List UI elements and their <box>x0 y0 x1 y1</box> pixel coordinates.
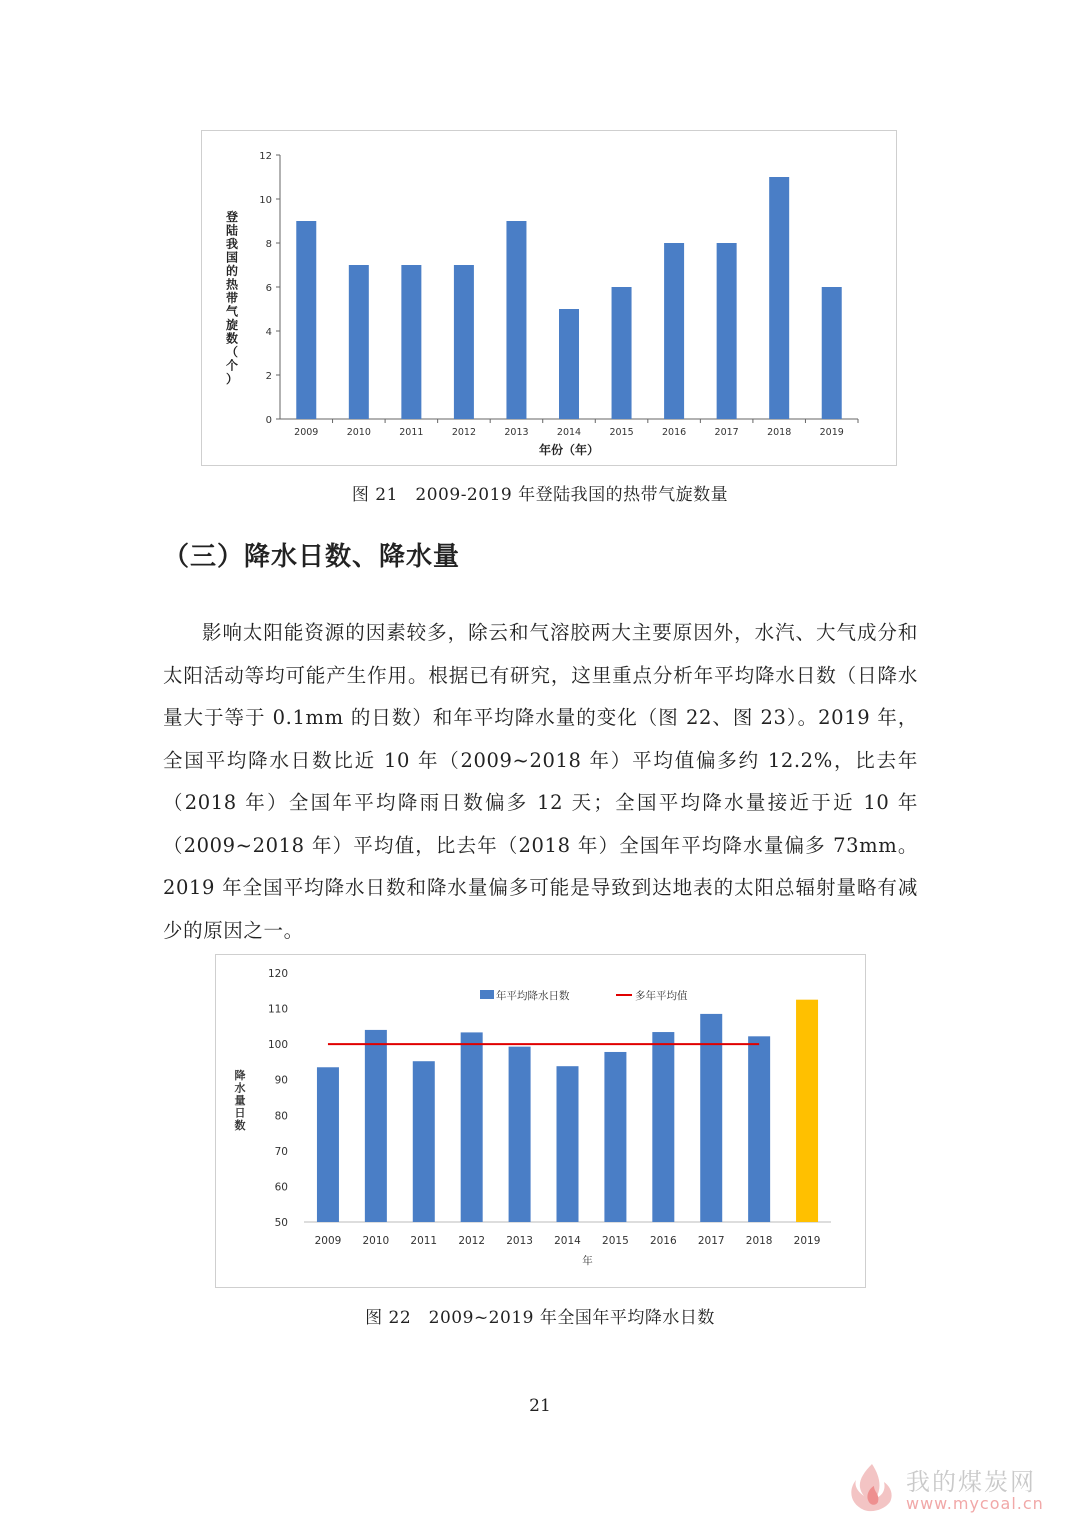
bar-2017 <box>717 243 737 419</box>
x-tick-label: 2010 <box>362 1235 390 1247</box>
x-tick-label: 2019 <box>793 1235 821 1247</box>
x-tick-label: 2013 <box>504 427 529 438</box>
bar-2012 <box>454 265 474 419</box>
watermark-site-name: 我的煤炭网 <box>906 1468 1036 1496</box>
legend-line-label: 多年平均值 <box>635 990 688 1002</box>
x-tick-label: 2018 <box>767 427 792 438</box>
bar-2019 <box>822 287 842 419</box>
bar-2009 <box>296 221 316 419</box>
bar-2019 <box>796 1000 818 1222</box>
x-tick-label: 2016 <box>649 1235 677 1247</box>
figure-21-caption: 图 21 2009-2019 年登陆我国的热带气旋数量 <box>351 485 729 505</box>
x-tick-label: 2015 <box>602 1235 629 1247</box>
bar-2018 <box>769 177 789 419</box>
y-tick-label: 12 <box>259 151 272 162</box>
x-tick-label: 2017 <box>714 427 739 438</box>
page-number: 21 <box>529 1396 551 1416</box>
y-tick-label: 6 <box>265 283 272 294</box>
y-tick-label: 120 <box>267 968 288 980</box>
x-tick-label: 2011 <box>410 1235 438 1247</box>
bar-2013 <box>509 1047 531 1222</box>
y-tick-label: 8 <box>265 239 272 250</box>
x-tick-label: 2019 <box>819 427 844 438</box>
legend-bar-label: 年平均降水日数 <box>496 990 570 1002</box>
x-tick-label: 2012 <box>451 427 477 438</box>
bar-2016 <box>652 1032 674 1222</box>
watermark-url: www.mycoal.cn <box>906 1494 1044 1513</box>
y-tick-label: 90 <box>274 1074 288 1087</box>
bar-2012 <box>461 1032 483 1222</box>
body-paragraph <box>163 612 918 952</box>
bar-2010 <box>365 1030 387 1222</box>
x-tick-label: 2014 <box>554 1235 581 1247</box>
x-tick-label: 2009 <box>294 427 319 438</box>
bar-2018 <box>748 1036 770 1222</box>
section-heading: （三）降水日数、降水量 <box>163 542 461 572</box>
tropical-cyclone-bar-chart <box>202 131 896 465</box>
x-tick-label: 2016 <box>661 427 687 438</box>
bar-2014 <box>557 1066 579 1222</box>
bar-2015 <box>604 1052 626 1222</box>
y-tick-label: 50 <box>274 1217 288 1229</box>
bar-2016 <box>664 243 684 419</box>
x-tick-label: 2013 <box>506 1235 533 1247</box>
bar-2011 <box>401 265 421 419</box>
x-tick-label: 2009 <box>314 1235 342 1247</box>
y-tick-label: 110 <box>267 1003 288 1016</box>
y-axis-title: 降水量日数 <box>234 1069 246 1132</box>
y-tick-label: 0 <box>265 415 272 426</box>
bar-2015 <box>612 287 632 419</box>
y-tick-label: 70 <box>274 1145 288 1158</box>
x-tick-label: 2015 <box>609 427 634 438</box>
figure-22-caption: 图 22 2009~2019 年全国年平均降水日数 <box>365 1308 715 1328</box>
y-axis-title: 登陆我国的热带气旋数（个） <box>225 210 239 386</box>
x-tick-label: 2018 <box>745 1235 773 1247</box>
y-tick-label: 2 <box>265 371 272 382</box>
x-axis-title: 年份（年） <box>538 443 600 457</box>
x-tick-label: 2014 <box>556 427 582 438</box>
legend-bar-swatch <box>480 990 494 999</box>
paragraph-text: 影响太阳能资源的因素较多，除云和气溶胶两大主要原因外，水汽、大气成分和太阳活动等均可能产生作用。根据已有研究，这里重点分析年平均降水日数（日降水量大于等于 0.1mm 的日数）和年平均降水量的变化（图 22、图 23）。2019 年，全国平均降水日数比近 10 年（2009~2018 年）平均值偏多约 12.2%，比去年（2018 年）全国年平均降雨日数偏多 12 天；全国平均降水量接近于近 10 年（2009~2018 年）平均值，比去年（2018 年）全国年平均降水量偏多 73mm。2019 年全国平均降水日数和降水量偏多可能是导致到达地表的太阳总辐射量略有减少的原因之一。 <box>163 621 918 942</box>
figure-21-chart <box>201 130 897 466</box>
x-tick-label: 2010 <box>346 427 371 438</box>
bar-2010 <box>349 265 369 419</box>
precipitation-days-bar-chart <box>216 955 865 1287</box>
y-tick-label: 100 <box>267 1039 288 1052</box>
y-tick-label: 4 <box>265 327 272 338</box>
y-tick-label: 80 <box>274 1110 288 1123</box>
x-tick-label: 2012 <box>458 1235 486 1247</box>
x-tick-label: 2011 <box>399 427 424 438</box>
x-axis-title: 年 <box>582 1255 593 1267</box>
x-tick-label: 2017 <box>697 1235 725 1247</box>
y-tick-label: 60 <box>274 1181 288 1194</box>
flame-logo-icon <box>842 1460 900 1516</box>
y-tick-label: 10 <box>259 195 272 206</box>
bar-2009 <box>317 1067 339 1222</box>
bar-2011 <box>413 1061 435 1222</box>
figure-22-chart <box>215 954 866 1288</box>
watermark <box>838 1458 1068 1518</box>
bar-2014 <box>559 309 579 419</box>
bar-2013 <box>506 221 526 419</box>
